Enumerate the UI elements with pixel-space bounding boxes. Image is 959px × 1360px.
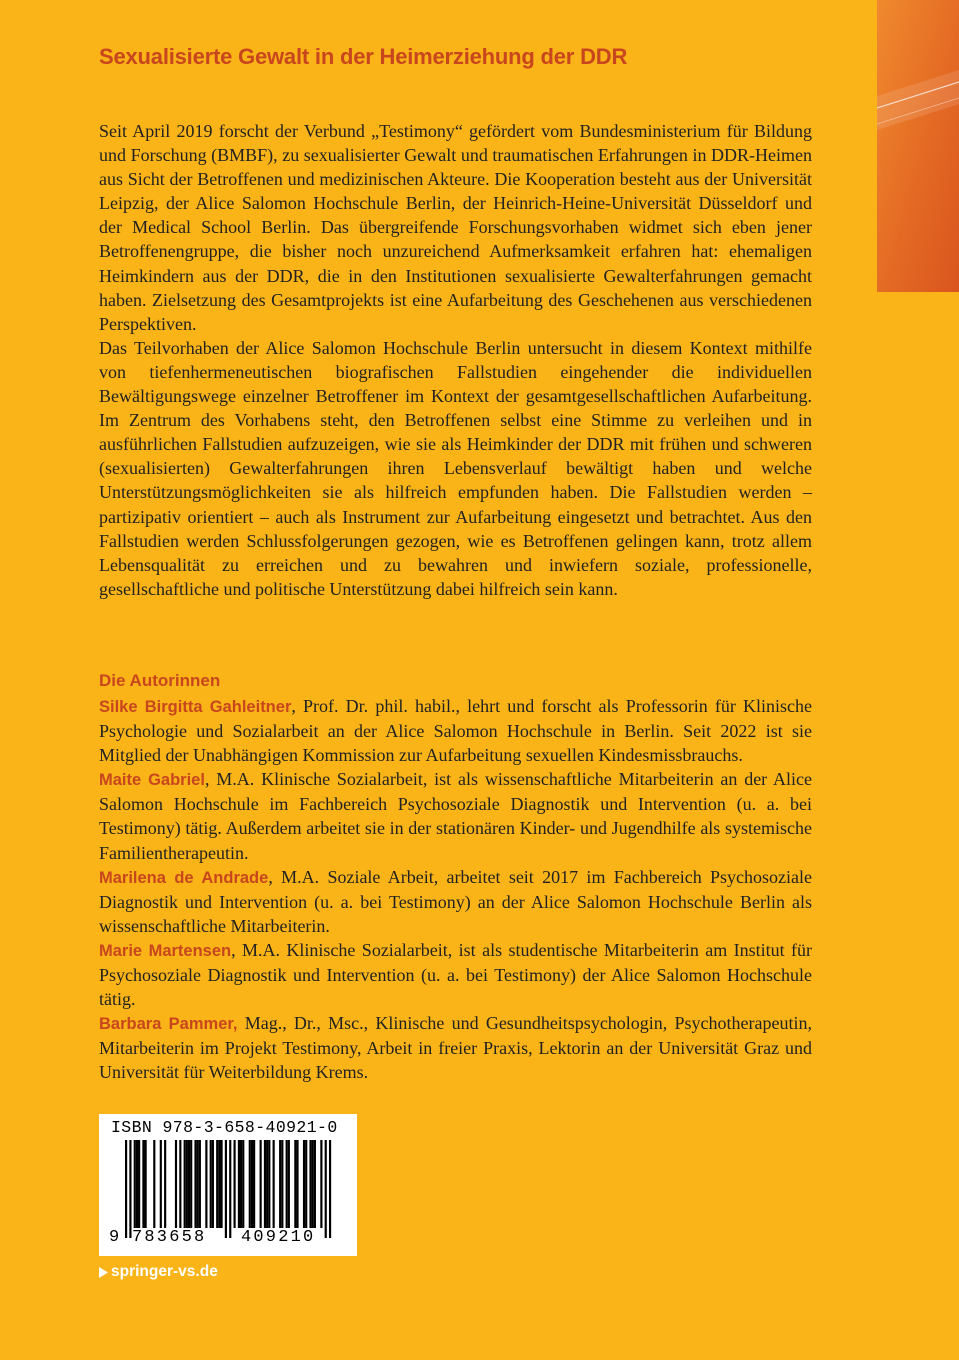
author-bio: , M.A. Klinische Sozialarbeit, ist als studentische Mitarbeiterin am Institut für Psychosoziale Diagnostik und Intervention (u. a. bei Testimony) der Alice Salomon Hochschule tätig. <box>99 939 813 1010</box>
barcode-bar <box>199 1140 201 1228</box>
author-bio: , Prof. Dr. phil. habil., lehrt und forscht als Professorin für Klinische Psychologie und Sozialarbeit an der Alice Salomon Hochschule in Berlin. Seit 2022 ist sie Mitglied der Unabhängigen Kommission zur Aufarbeitung sexuellen Kindesmissbrauchs. <box>99 696 812 766</box>
barcode-bar <box>153 1140 155 1228</box>
barcode-bar <box>125 1140 127 1238</box>
authors-heading: Die Autorinnen <box>99 671 221 690</box>
barcode-bar <box>329 1140 331 1238</box>
author-entry <box>99 1011 812 1084</box>
author-bio: , M.A. Soziale Arbeit, arbeitet seit 2017 im Fachbereich Psychosoziale Diagnostik und Intervention (u. a. bei Testimony) an der Alice Salomon Hochschule Berlin als wissenschaftliche Mitarbeiterin. <box>99 866 812 936</box>
corner-decoration <box>877 0 959 292</box>
barcode-bar <box>288 1140 290 1228</box>
barcode-bar <box>136 1140 138 1228</box>
barcode-bar <box>314 1140 316 1228</box>
barcode-bar <box>240 1140 242 1228</box>
barcode-bar <box>216 1140 218 1228</box>
barcode-bar <box>197 1140 199 1228</box>
barcode-bar <box>266 1140 268 1228</box>
author-entry <box>99 767 812 864</box>
description-paragraph: Das Teilvorhaben der Alice Salomon Hochschule Berlin untersucht in diesem Kontext mithilfe von tiefenhermeneutischen biografischen Fallstudien eingehender die individuellen Bewältigungswege einzelner Betroffener im Kontext der gesamtgesellschaftlichen Aufarbeitung. Im Zentrum des Vorhabens steht, den Betroffenen selbst eine Stimme zu verleihen und in ausführlichen Fallstudien aufzuzeigen, wie sie als Heimkinder der DDR mit frühen und schweren (sexualisierten) Gewalterfahrungen ihren Lebensverlauf bewältigt haben und welche Unterstützungsmöglichkeiten sie als hilfreich empfunden haben. Die Fallstudien werden – partizipativ orientiert – auch als Instrument zur Aufarbeitung eingesetzt und betrachtet. Aus den Fallstudien werden Schlussfolgerungen gezogen, wie es Betroffenen gelingen kann, trotz allem Lebensqualität zu erreichen und zu bewahren und inwiefern soziale, professionelle, gesellschaftliche und politische Unterstützung dabei hilfreich sein kann. <box>99 337 812 599</box>
barcode-bar <box>281 1140 283 1228</box>
barcode-bar <box>325 1140 327 1238</box>
barcode-bar <box>268 1140 270 1228</box>
barcode-bar <box>312 1140 314 1228</box>
barcode-bar <box>303 1140 305 1228</box>
ean-first-digit: 9 <box>109 1228 120 1247</box>
barcode-bar <box>138 1140 140 1228</box>
authors-list <box>99 694 812 1085</box>
barcode-bar <box>273 1140 275 1228</box>
barcode-bar <box>294 1140 296 1228</box>
author-entry <box>99 694 812 767</box>
barcode-bar <box>238 1140 240 1228</box>
barcode-bar <box>220 1140 222 1228</box>
barcode-bar <box>164 1140 166 1228</box>
barcode-bar <box>320 1140 322 1228</box>
website-link[interactable]: springer-vs.de <box>111 1263 218 1280</box>
barcode-bar <box>145 1140 147 1228</box>
barcode-bar <box>205 1140 207 1228</box>
barcode-bar <box>249 1140 251 1228</box>
barcode-bar <box>253 1140 255 1228</box>
author-bio: , M.A. Klinische Sozialarbeit, ist als wissenschaftliche Mitarbeiterin an der Alice Salomon Hochschule im Fachbereich Psychosoziale Diagnostik und Intervention (u. a. bei Testimony) tätig. Außerdem arbeitet sie in der stationären Kinder- und Jugendhilfe als systemische Familientherapeutin. <box>99 769 812 863</box>
description-paragraph: Seit April 2019 forscht der Verbund „Testimony“ gefördert vom Bundesministerium für Bildung und Forschung (BMBF), zu sexualisierter Gewalt und traumatischen Erfahrungen in DDR-Heimen aus Sicht der Betroffenen und medizinischen Akteure. Die Kooperation besteht aus der Universität Leipzig, der Alice Salomon Hochschule Berlin, der Heinrich-Heine-Universität Düsseldorf und der Medical School Berlin. Das übergreifende Forschungsvorhaben widmet sich eben jener Betroffenengruppe, die bisher noch unzureichend Aufmerksamkeit erfahren hat: ehemaligen Heimkindern aus der DDR, die in den Institutionen sexualisierte Gewalterfahrungen gemacht haben. Zielsetzung des Gesamtprojekts ist eine Aufarbeitung des Geschehenen aus verschiedenen Perspektiven. <box>99 121 812 334</box>
barcode-bar <box>234 1140 236 1228</box>
barcode-bar <box>279 1140 281 1228</box>
author-entry <box>99 938 812 1011</box>
barcode-bar <box>309 1140 311 1228</box>
isbn-barcode <box>99 1114 357 1256</box>
barcode-bar <box>184 1140 186 1228</box>
barcode-bar <box>305 1140 307 1228</box>
author-name: Marie Martensen <box>99 941 232 960</box>
barcode-bar <box>188 1140 190 1228</box>
barcode-bar <box>175 1140 177 1228</box>
author-name: Barbara Pammer, <box>99 1015 238 1034</box>
barcode-bar <box>194 1140 196 1228</box>
barcode-bar <box>190 1140 192 1228</box>
barcode-bar <box>229 1140 231 1238</box>
barcode-bar <box>186 1140 188 1228</box>
barcode-bar <box>296 1140 298 1228</box>
ean-right-digits: 409210 <box>241 1228 316 1247</box>
publisher-website[interactable] <box>99 1263 218 1281</box>
barcode-bar <box>160 1140 162 1228</box>
barcode-bar <box>264 1140 266 1228</box>
author-name: Silke Birgitta Gahleitner <box>99 698 292 716</box>
book-title: Sexualisierte Gewalt in der Heimerziehung der DDR <box>99 44 628 69</box>
isbn-label: ISBN 978-3-658-40921-0 <box>111 1118 338 1137</box>
barcode-bar <box>129 1140 131 1238</box>
barcode-bar <box>242 1140 244 1228</box>
barcode-bar <box>218 1140 220 1228</box>
description <box>99 119 812 601</box>
barcode-bar <box>134 1140 136 1228</box>
barcode-bar <box>286 1140 288 1228</box>
barcode-bar <box>260 1140 262 1228</box>
arrow-right-icon <box>99 1267 108 1278</box>
barcode-bar <box>210 1140 212 1228</box>
author-name: Marilena de Andrade <box>99 868 269 887</box>
author-entry <box>99 865 812 938</box>
barcode-bar <box>251 1140 253 1228</box>
barcode-bar <box>212 1140 214 1228</box>
ean-left-digits: 783658 <box>132 1228 207 1247</box>
author-name: Maite Gabriel <box>99 771 205 790</box>
barcode-bar <box>225 1140 227 1238</box>
author-bio: Mag., Dr., Msc., Klinische und Gesundheitspsychologin, Psychotherapeutin, Mitarbeiterin im Projekt Testimony, Arbeit in freier Praxis, Lektorin an der Universität Graz und Universität für Weiterbildung Krems. <box>99 1013 813 1083</box>
barcode-bar <box>179 1140 181 1228</box>
barcode-bar <box>142 1140 144 1228</box>
